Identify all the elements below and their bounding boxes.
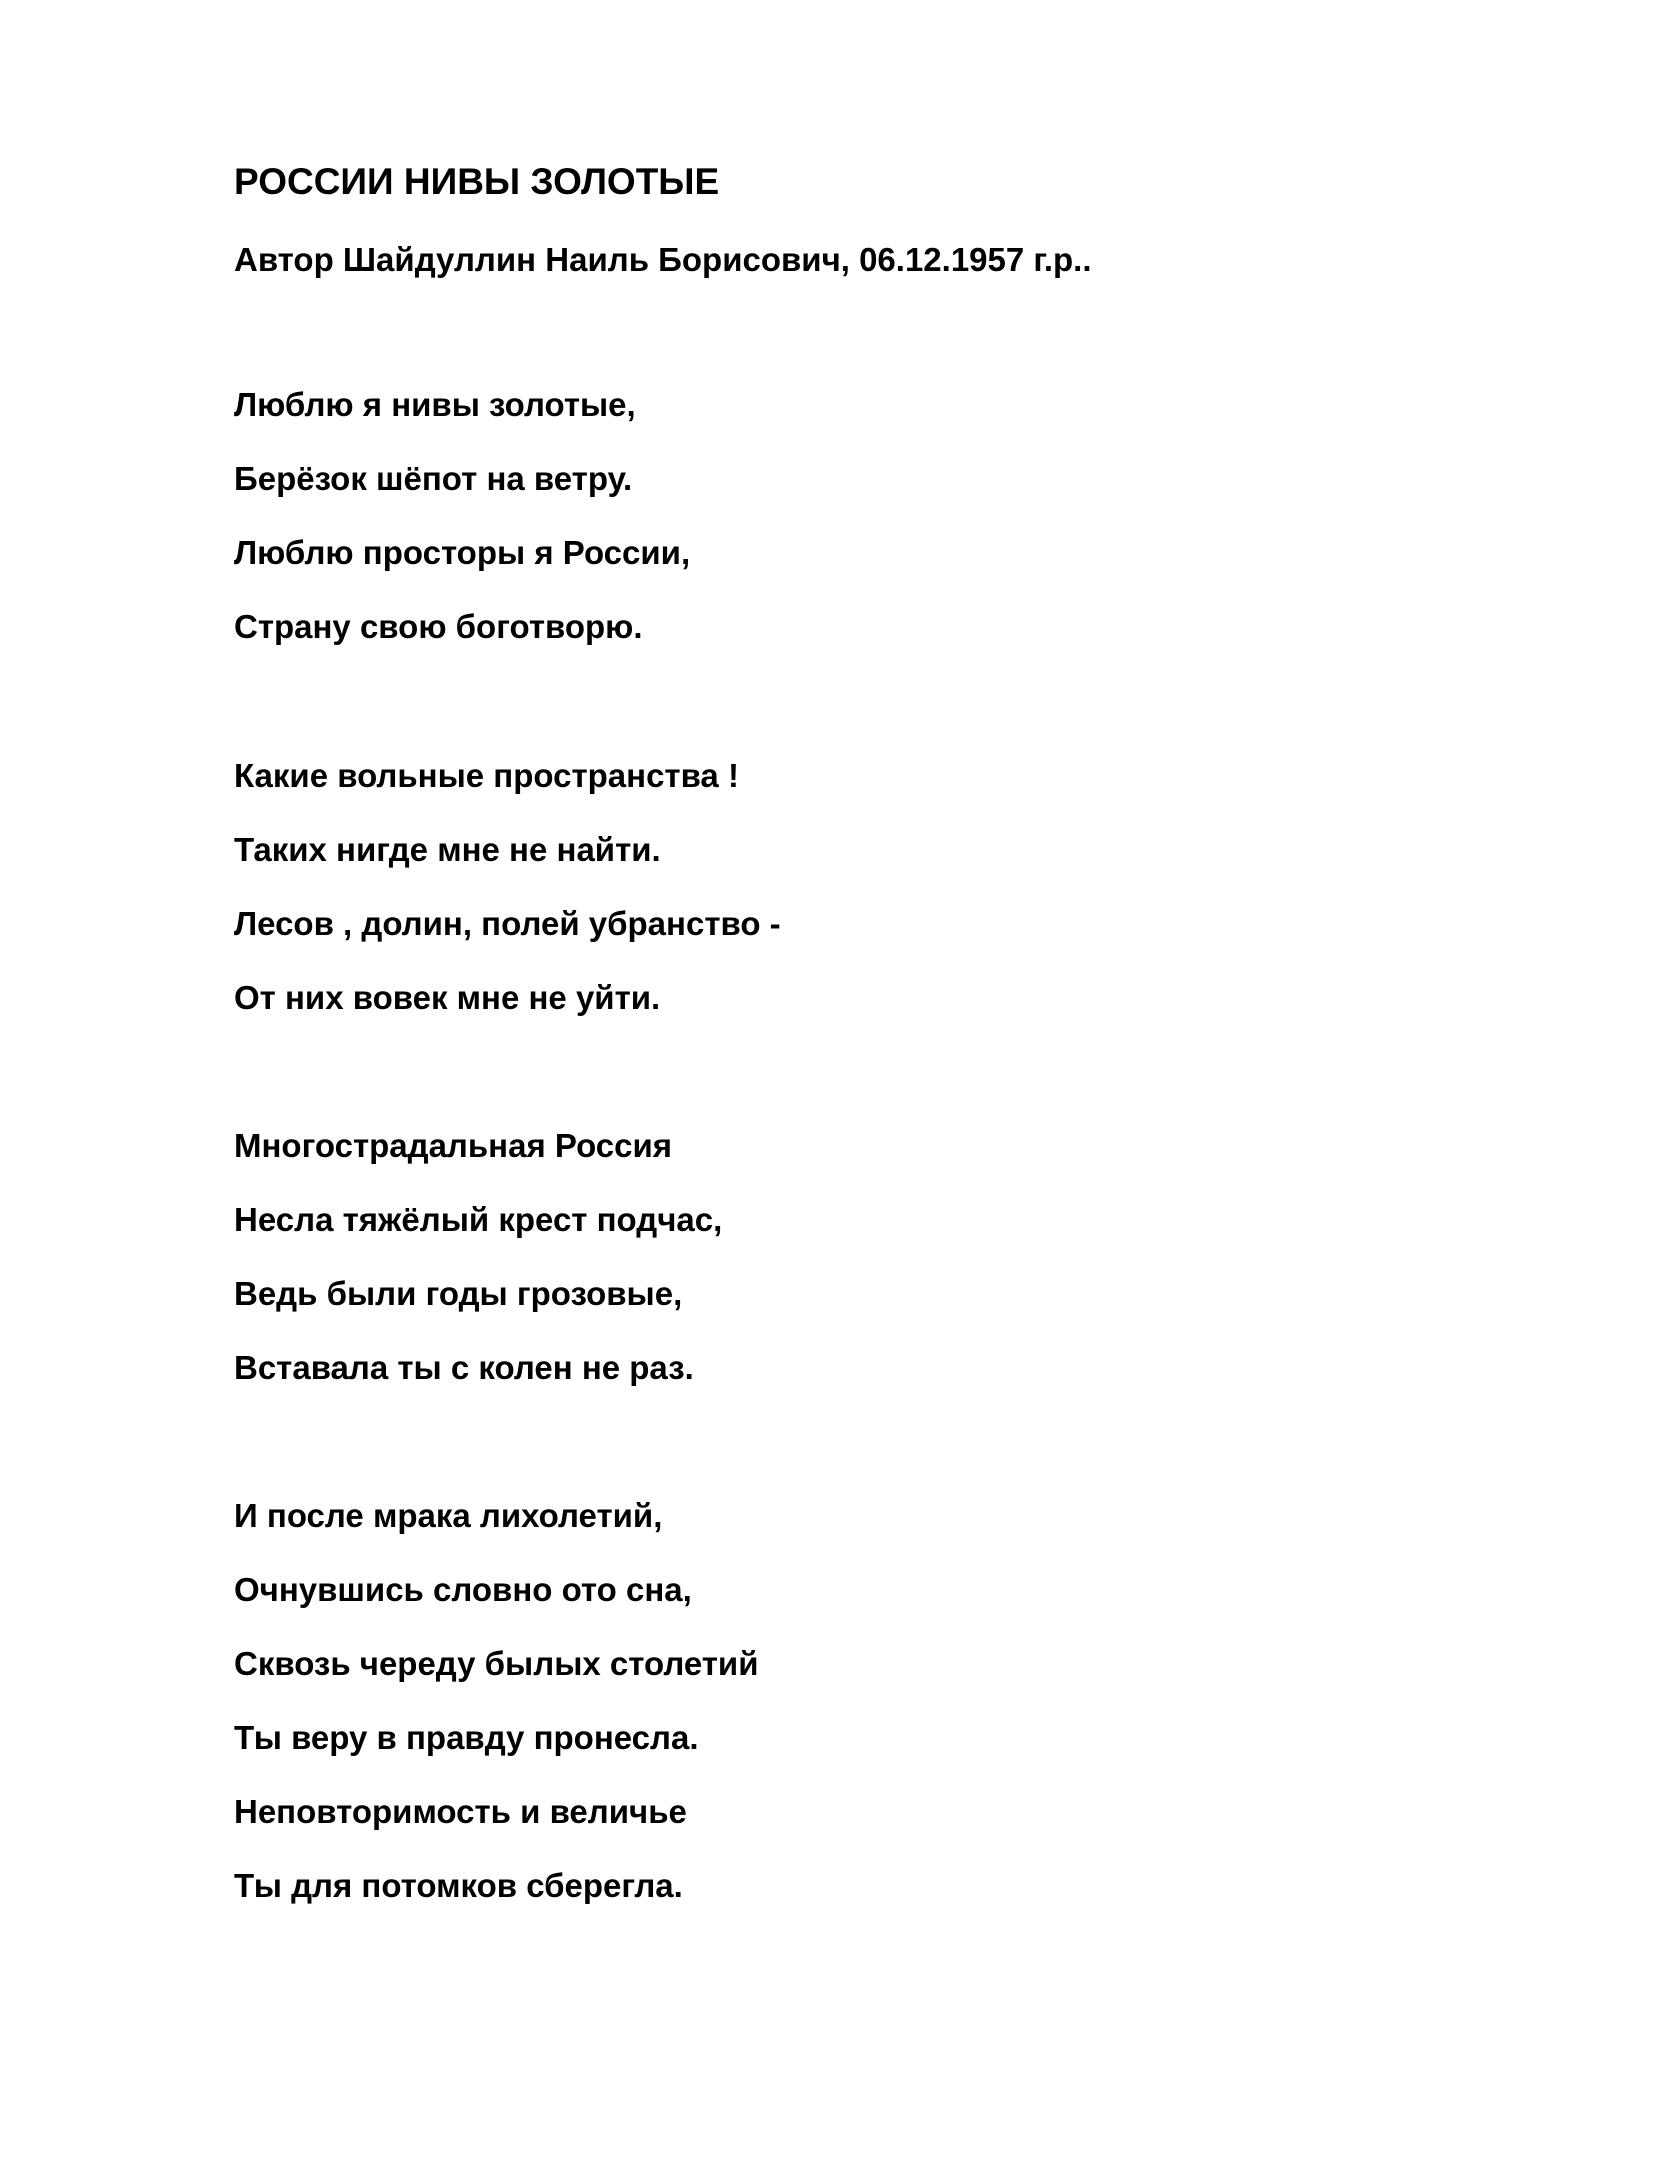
poem-line: Многострадальная Россия — [234, 1127, 673, 1164]
stanza-2 — [234, 756, 781, 1052]
poem-line: Ты для потомков сберегла. — [234, 1867, 683, 1904]
poem-line: Таких нигде мне не найти. — [234, 831, 661, 868]
poem-line: Люблю я нивы золотые, — [234, 386, 636, 423]
poem-line: Ты веру в правду пронесла. — [234, 1719, 699, 1756]
poem-line: Неповторимость и величье — [234, 1793, 687, 1830]
stanza-4 — [234, 1496, 759, 1940]
poem-line: Какие вольные пространства ! — [234, 757, 739, 794]
poem-line: Лесов , долин, полей убранство - — [234, 905, 781, 942]
poem-line: От них вовек мне не уйти. — [234, 979, 661, 1016]
poem-line: И после мрака лихолетий, — [234, 1497, 663, 1534]
poem-line: Очнувшись словно ото сна, — [234, 1571, 692, 1608]
poem-title: РОССИИ НИВЫ ЗОЛОТЫЕ — [234, 161, 720, 202]
poem-line: Несла тяжёлый крест подчас, — [234, 1201, 723, 1238]
poem-line: Страну свою боготворю. — [234, 608, 643, 645]
stanza-1 — [234, 385, 690, 681]
poem-line: Люблю просторы я России, — [234, 534, 691, 571]
poem-line: Берёзок шёпот на ветру. — [234, 460, 633, 497]
author-line: Автор Шайдуллин Наиль Борисович, 06.12.1957 г.р.. — [234, 241, 1092, 278]
poem-line: Ведь были годы грозовые, — [234, 1275, 683, 1312]
poem-line: Вставала ты с колен не раз. — [234, 1349, 694, 1386]
poem-line: Сквозь череду былых столетий — [234, 1645, 759, 1682]
stanza-3 — [234, 1126, 722, 1422]
